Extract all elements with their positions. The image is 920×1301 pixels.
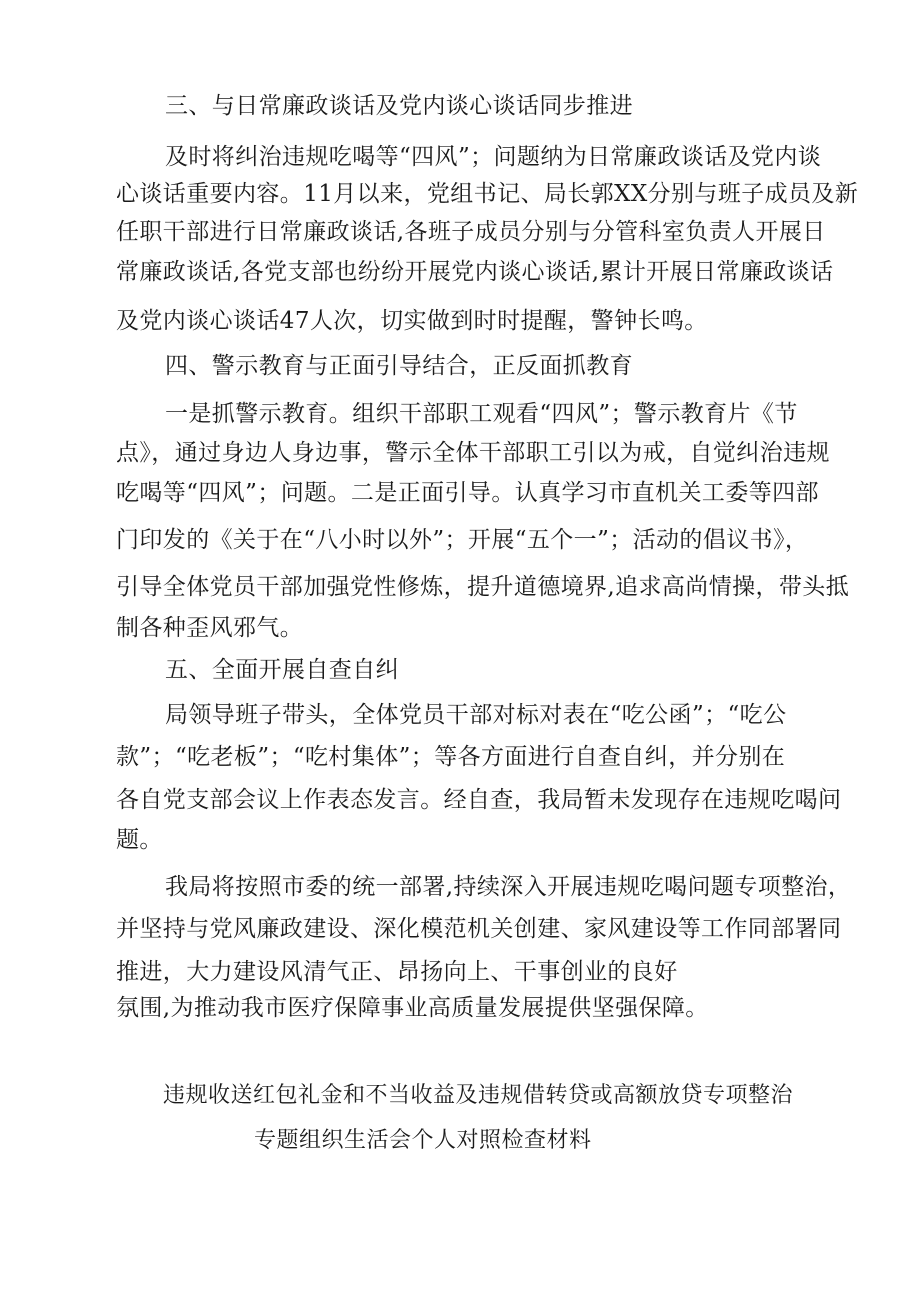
paragraph-line: 及党内谈心谈话47人次，切实做到时时提醒，警钟长鸣。 (116, 308, 708, 334)
paragraph-line: 常廉政谈话,各党支部也纷纷开展党内谈心谈话,累计开展日常廉政谈话 (116, 259, 834, 285)
closing-line: 氛围,为推动我市医疗保障事业高质量发展提供坚强保障。 (116, 995, 709, 1021)
paragraph-line: 任职干部进行日常廉政谈话,各班子成员分别与分管科室负责人开展日 (116, 219, 826, 245)
paragraph-line: 点》，通过身边人身边事，警示全体干部职工引以为戒，自觉纠治违规 (116, 440, 830, 466)
section-heading-4: 四、警示教育与正面引导结合，正反面抓教育 (165, 353, 633, 379)
closing-line: 推进，大力建设风清气正、昂扬向上、干事创业的良好 (116, 959, 678, 985)
next-document-title: 违规收送红包礼金和不当收益及违规借转贷或高额放贷专项整治 (163, 1083, 794, 1108)
paragraph-line: 一是抓警示教育。组织干部职工观看“四风”；警示教育片《节 (165, 401, 798, 427)
paragraph-line: 吃喝等“四风”；问题。二是正面引导。认真学习市直机关工委等四部 (116, 480, 819, 506)
paragraph-line: 心谈话重要内容。11月以来，党组书记、局长郭XX分别与班子成员及新 (116, 181, 859, 207)
closing-line: 我局将按照市委的统一部署,持续深入开展违规吃喝问题专项整治， (165, 874, 852, 900)
paragraph-line: 款”；“吃老板”；“吃村集体”；等各方面进行自查自纠，并分别在 (116, 744, 786, 770)
next-document-subtitle: 专题组织生活会个人对照检查材料 (254, 1128, 592, 1153)
paragraph-line: 各自党支部会议上作表态发言。经自查，我局暂未发现存在违规吃喝问 (116, 787, 842, 813)
closing-line: 并坚持与党风廉政建设、深化模范机关创建、家风建设等工作同部署同 (116, 916, 842, 942)
paragraph-line: 引导全体党员干部加强党性修炼，提升道德境界,追求高尚情操，带头抵 (116, 574, 850, 600)
section-heading-5: 五、全面开展自查自纠 (165, 657, 399, 683)
paragraph-line: 门印发的《关于在“八小时以外”；开展“五个一”；活动的倡议书》， (116, 527, 809, 553)
paragraph-line: 题。 (116, 827, 163, 853)
paragraph-line: 局领导班子带头，全体党员干部对标对表在“吃公函”；“吃公 (165, 702, 787, 728)
section-heading-3: 三、与日常廉政谈话及党内谈心谈话同步推进 (165, 93, 633, 119)
paragraph-line: 制各种歪风邪气。 (116, 615, 304, 641)
paragraph-line: 及时将纠治违规吃喝等“四风”；问题纳为日常廉政谈话及党内谈 (165, 144, 822, 170)
